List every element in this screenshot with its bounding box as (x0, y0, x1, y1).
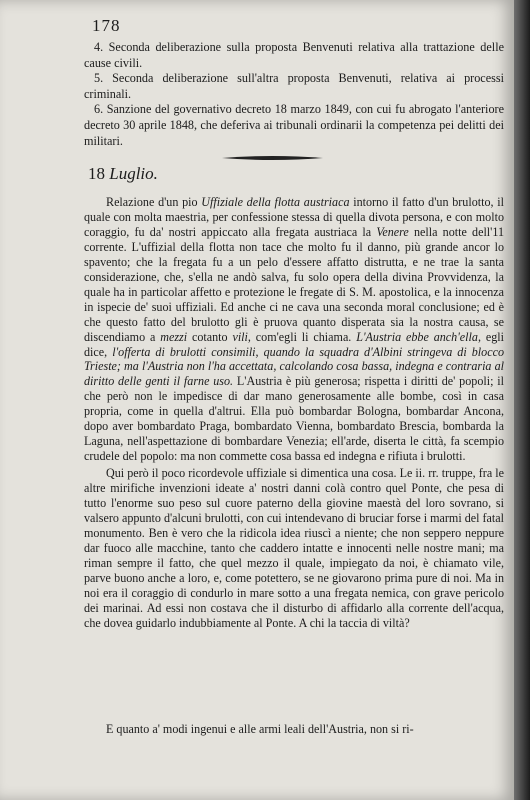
text-run-italic: vili (232, 329, 248, 344)
text-run: , egli dice, (84, 329, 504, 359)
text-run-italic: Venere (376, 224, 409, 239)
heading-day: 18 (88, 164, 105, 183)
text-run-italic: Uffiziale della flotta austriaca (201, 195, 350, 209)
text-run: , com'egli li chiama. (247, 329, 357, 344)
agenda-item-6: 6. Sanzione del governativo decreto 18 marzo 1849, con cui fu abrogato l'anteriore decreto 30 aprile 1848, che deferiva ai tribunali ordinarii la competenza pei delitti dei militari. (84, 102, 504, 148)
paragraph-1 (84, 195, 504, 464)
agenda-item-5: 5. Seconda deliberazione sull'altra proposta Benvenuti, relativa ai processi criminali. (84, 71, 504, 101)
book-spine-shadow (514, 0, 530, 800)
text-run: cotanto (187, 329, 233, 344)
page-number: 178 (92, 16, 121, 35)
paragraph-2: Qui però il poco ricordevole uffiziale si dimentica una cosa. Le ii. rr. truppe, fra le altre mirifiche invenzioni ideate a' nostri danni colà contro quel Ponte, che pesa di tutto l'enorme suo peso sul cuore paterno della giovine maestà del loro sovrano, si valsero appunto d'alcuni brulotti, con cui intendevano di bruciar forse i marmi del fatal monumento. Ben è vero che la ridicola idea riuscì a niente; che non seppero neppure dar fuoco alle macchine, tanto che caddero intatte e innocenti nelle nostre mani; ma riman sempre il fatto, che quel mezzo il quale, impiegato da noi, è chiamato vile, parve buono anche a loro, e, come potettero, se ne giovarono prima pure di noi. Ma in noi era il coraggio di condurlo in mare sotto a una fregata nemica, con grave pericolo dei marinai. Ad essi non costava che il disturbo di affidarlo alla corrente dell'acqua, che dovea guidarlo indubbiamente al Ponte. A chi la taccia di viltà? (84, 466, 504, 630)
heading-month: Luglio. (109, 164, 158, 183)
ornamental-divider (220, 155, 325, 161)
text-run: L'Austria è più generosa; rispetta i diritti de' popoli; il che però non le impedisce di dar mano generosamente alle bombe, così in casa propria, come in quella d'altrui. Ella può bombardar Bologna, bombardar Ancona, dopo aver bombardato Praga, bombardato Vienna, bombardato Brescia, bombarda la Laguna, nell'aspettazione di bombardare Venezia; ell'arde, diserta le città, fa scempio crudele del popolo: ma non commette cosa bassa ed indegna e rifiuta i brulotti. (84, 374, 504, 464)
text-run-italic: l'offerta di brulotti consimili, quando la squadra d'Albini stringeva di blocco Trieste; ma l'Austria non l'ha accettata, calcolando cosa bassa, indegna e contraria al diritto delle genti il farne uso. (84, 344, 504, 389)
text-run-italic: L'Austria ebbe anch'ella (356, 329, 478, 344)
text-run-italic: mezzi (160, 329, 188, 344)
continuation-line: E quanto a' modi ingenui e alle armi leali dell'Austria, non si ri- (106, 722, 414, 736)
article-body (84, 195, 504, 631)
text-run: nella notte dell'11 corrente. L'uffizial della flotta non tace che molto fu il danno, più grande ancor lo spavento; che la fregata fu a un pelo d'essere affatto distrutta, e ne trae la santa considerazione, che, s'ella ne andò salva, fu solo opera della divina Provvidenza, la quale ha in particolar affetto e protezione le fregate di S. M. apostolica, e la innocenza in ispecie de' suoi uffiziali. Ed anche ci ne cava una seconda moral conclusione; ed è che questo fatto del brulotto gli è pruova quanto disperata sia la nostra causa, se discendiamo a (84, 224, 504, 344)
agenda-item-4: 4. Seconda deliberazione sulla proposta Benvenuti relativa alla trattazione delle cause civili. (84, 40, 504, 70)
text-run: Relazione d'un pio (106, 195, 202, 209)
agenda-list (84, 40, 504, 149)
text-run: intorno il fatto d'un brulotto, il quale con molta maestria, per confessione stessa di quella divota persona, e con molto coraggio, fu da' nostri appiccato alla fregata austriaca la (84, 195, 504, 239)
date-heading (88, 164, 158, 184)
